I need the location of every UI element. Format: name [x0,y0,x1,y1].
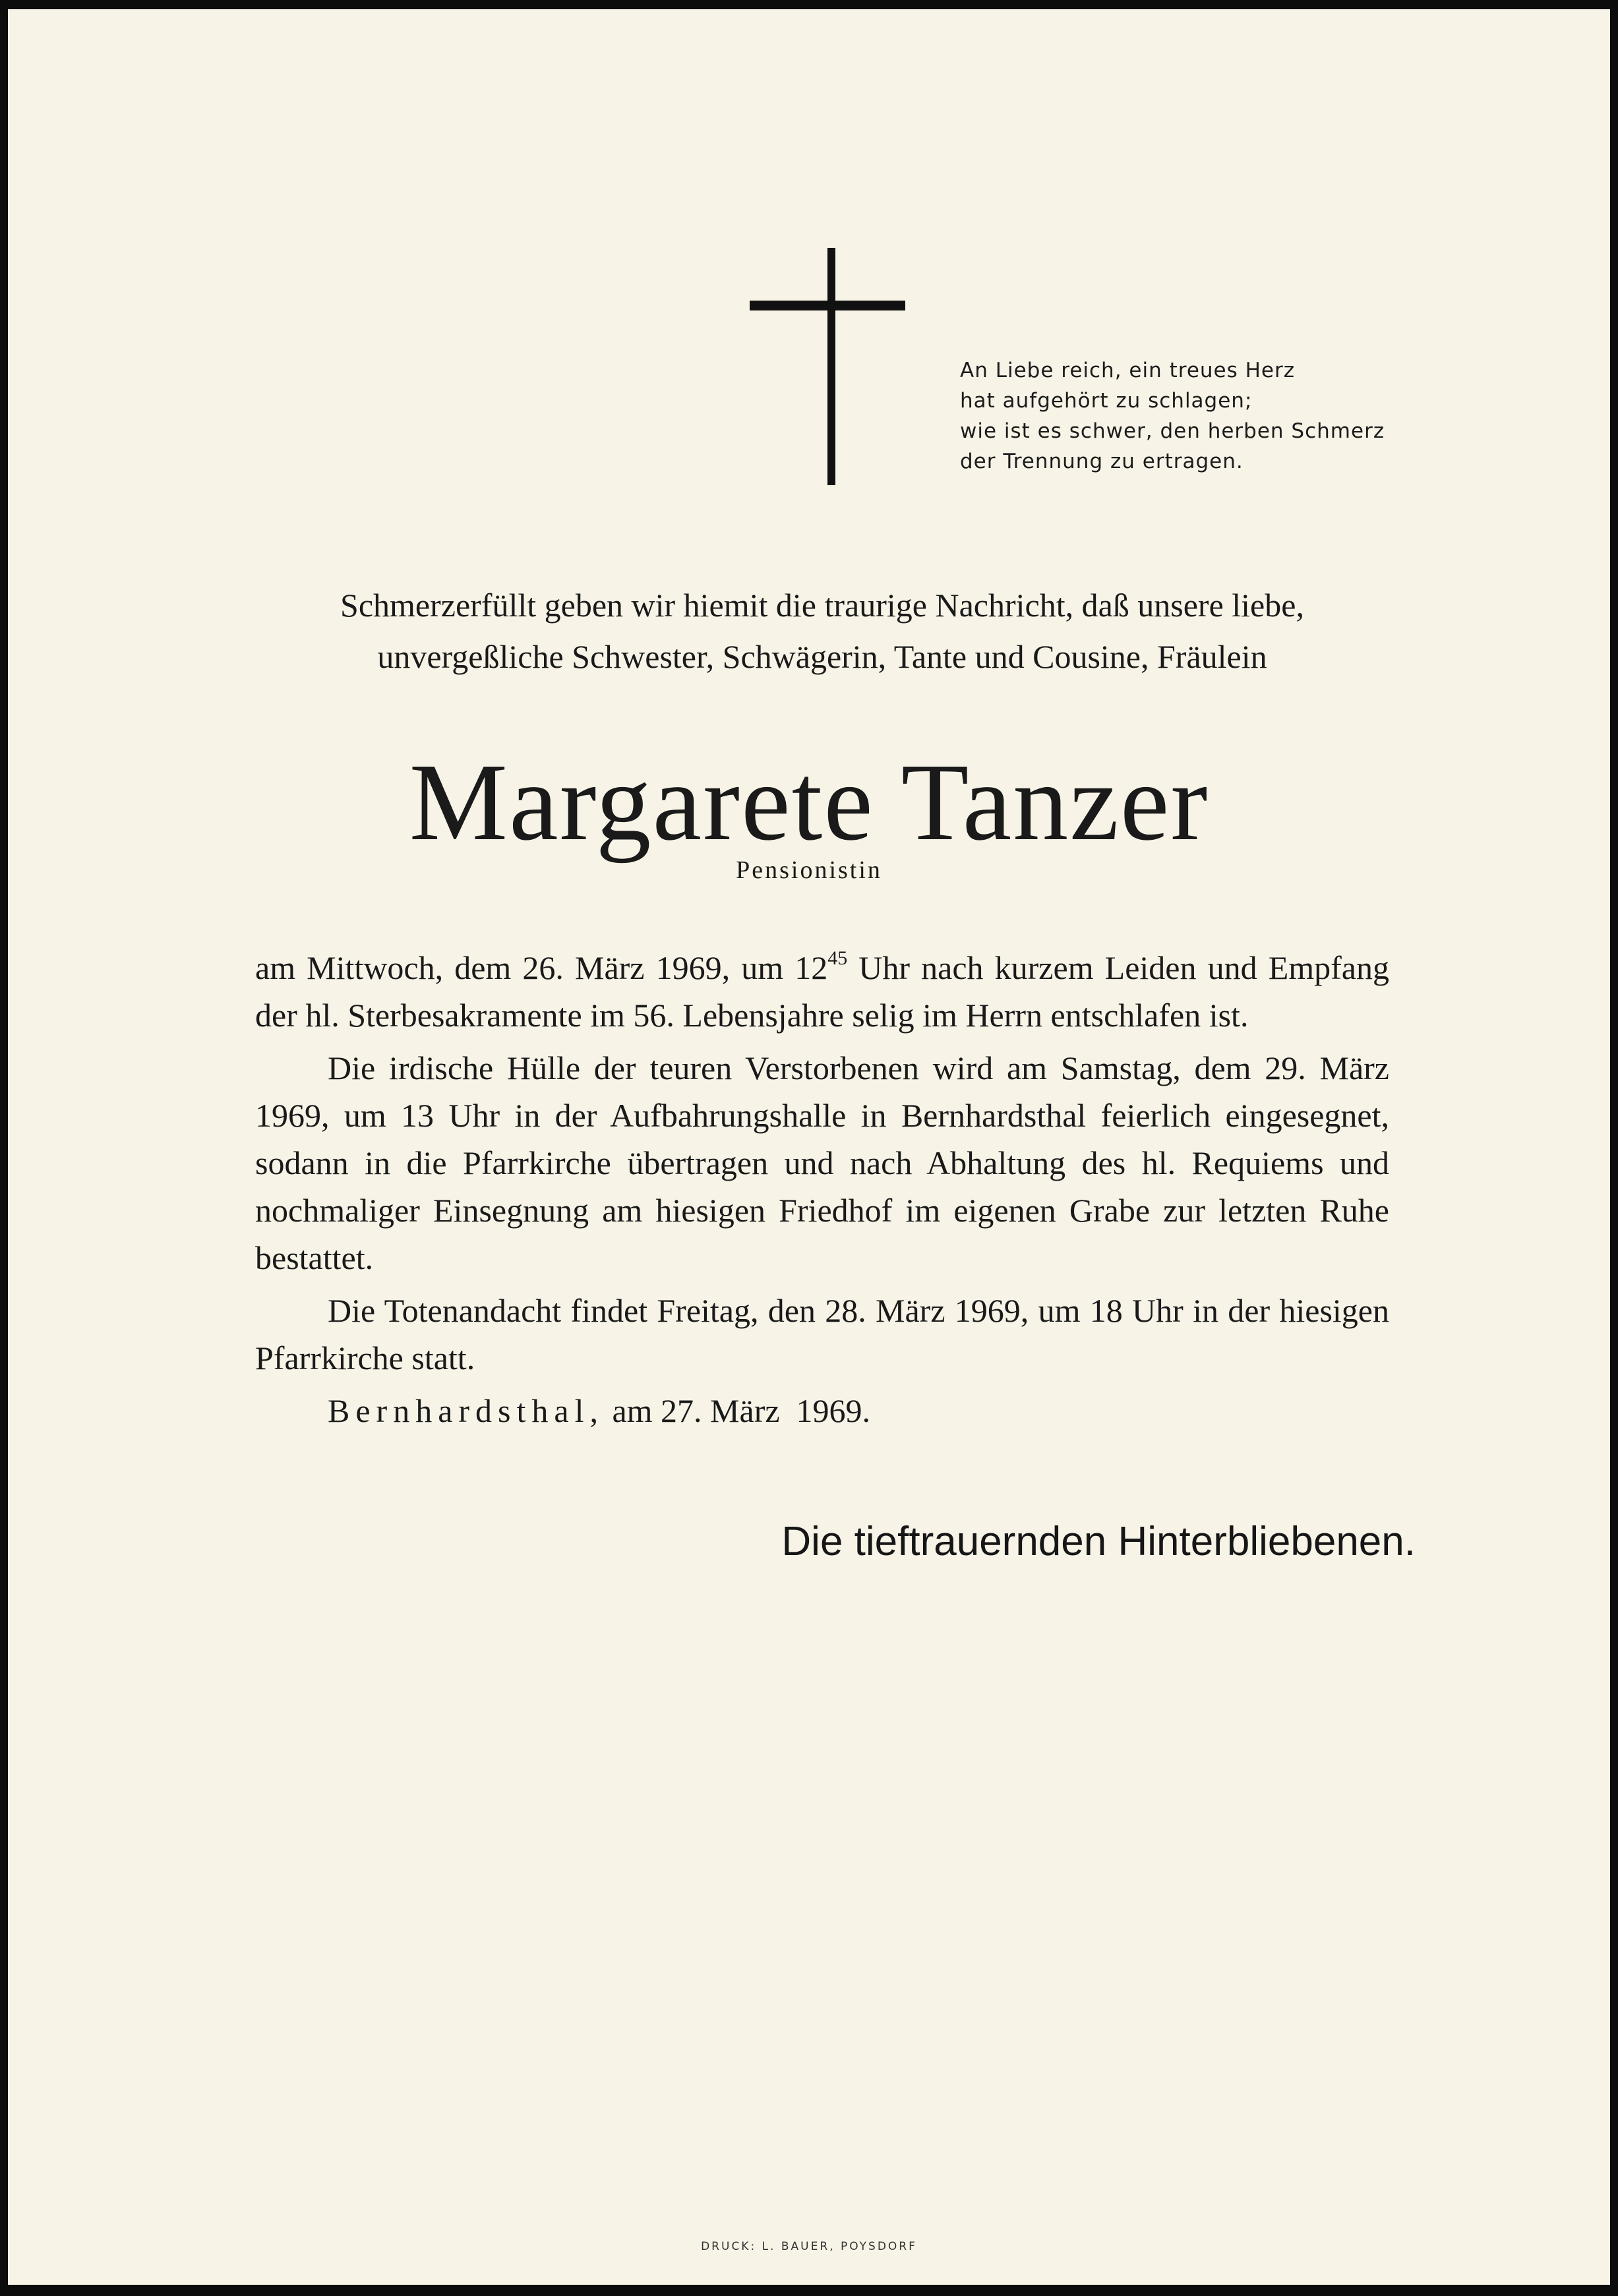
printer-imprint: DRUCK: L. BAUER, POYSDORF [701,2240,917,2253]
death-paragraph [255,944,1389,1039]
dateline [255,1387,1389,1434]
death-time-minutes: 45 [827,947,848,969]
closing-signature: Die tieftrauernden Hinterbliebenen. [781,1519,1416,1564]
announcement-body [255,944,1389,1440]
dateline-place: Bernhardsthal, [328,1392,604,1429]
death-text-end: Uhr nach kurzem Leiden und Empfang der hl. Sterbesakramente im 56. Lebensjahre selig im Herrn entschlafen ist. [255,949,1389,1034]
cross-vertical-bar [827,248,835,485]
memorial-verse [960,355,1461,477]
verse-line: An Liebe reich, ein treues Herz [960,359,1296,382]
deceased-occupation: Pensionistin [736,856,882,884]
deceased-name: Margarete Tanzer [409,741,1209,864]
death-text-start: am Mittwoch, dem 26. März 1969, um 12 [255,949,828,986]
announcement-intro: Schmerzerfüllt geben wir hiemit die traurige Nachricht, daß unsere liebe, unvergeßliche Schwester, Schwägerin, Tante und Cousine, Fräulein [340,587,1304,675]
cross-horizontal-bar [750,301,905,310]
obituary-card [8,9,1610,2285]
devotion-paragraph: Die Totenandacht findet Freitag, den 28. März 1969, um 18 Uhr in der hiesigen Pfarrkirche statt. [255,1292,1389,1376]
dateline-date: am 27. März 1969. [612,1392,871,1429]
verse-line: wie ist es schwer, den herben Schmerz [960,419,1385,443]
funeral-paragraph: Die irdische Hülle der teuren Verstorbenen wird am Samstag, dem 29. März 1969, um 13 Uhr in der Aufbahrungshalle in Bernhardsthal feierlich eingesegnet, sodann in die Pfarrkirche übertragen und nach Abhaltung des hl. Requiems und nochmaliger Einsegnung am hiesigen Friedhof im eigenen Grabe zur letzten Ruhe bestattet. [255,1049,1389,1276]
verse-line: hat aufgehört zu schlagen; [960,389,1253,413]
verse-line: der Trennung zu ertragen. [960,450,1243,473]
